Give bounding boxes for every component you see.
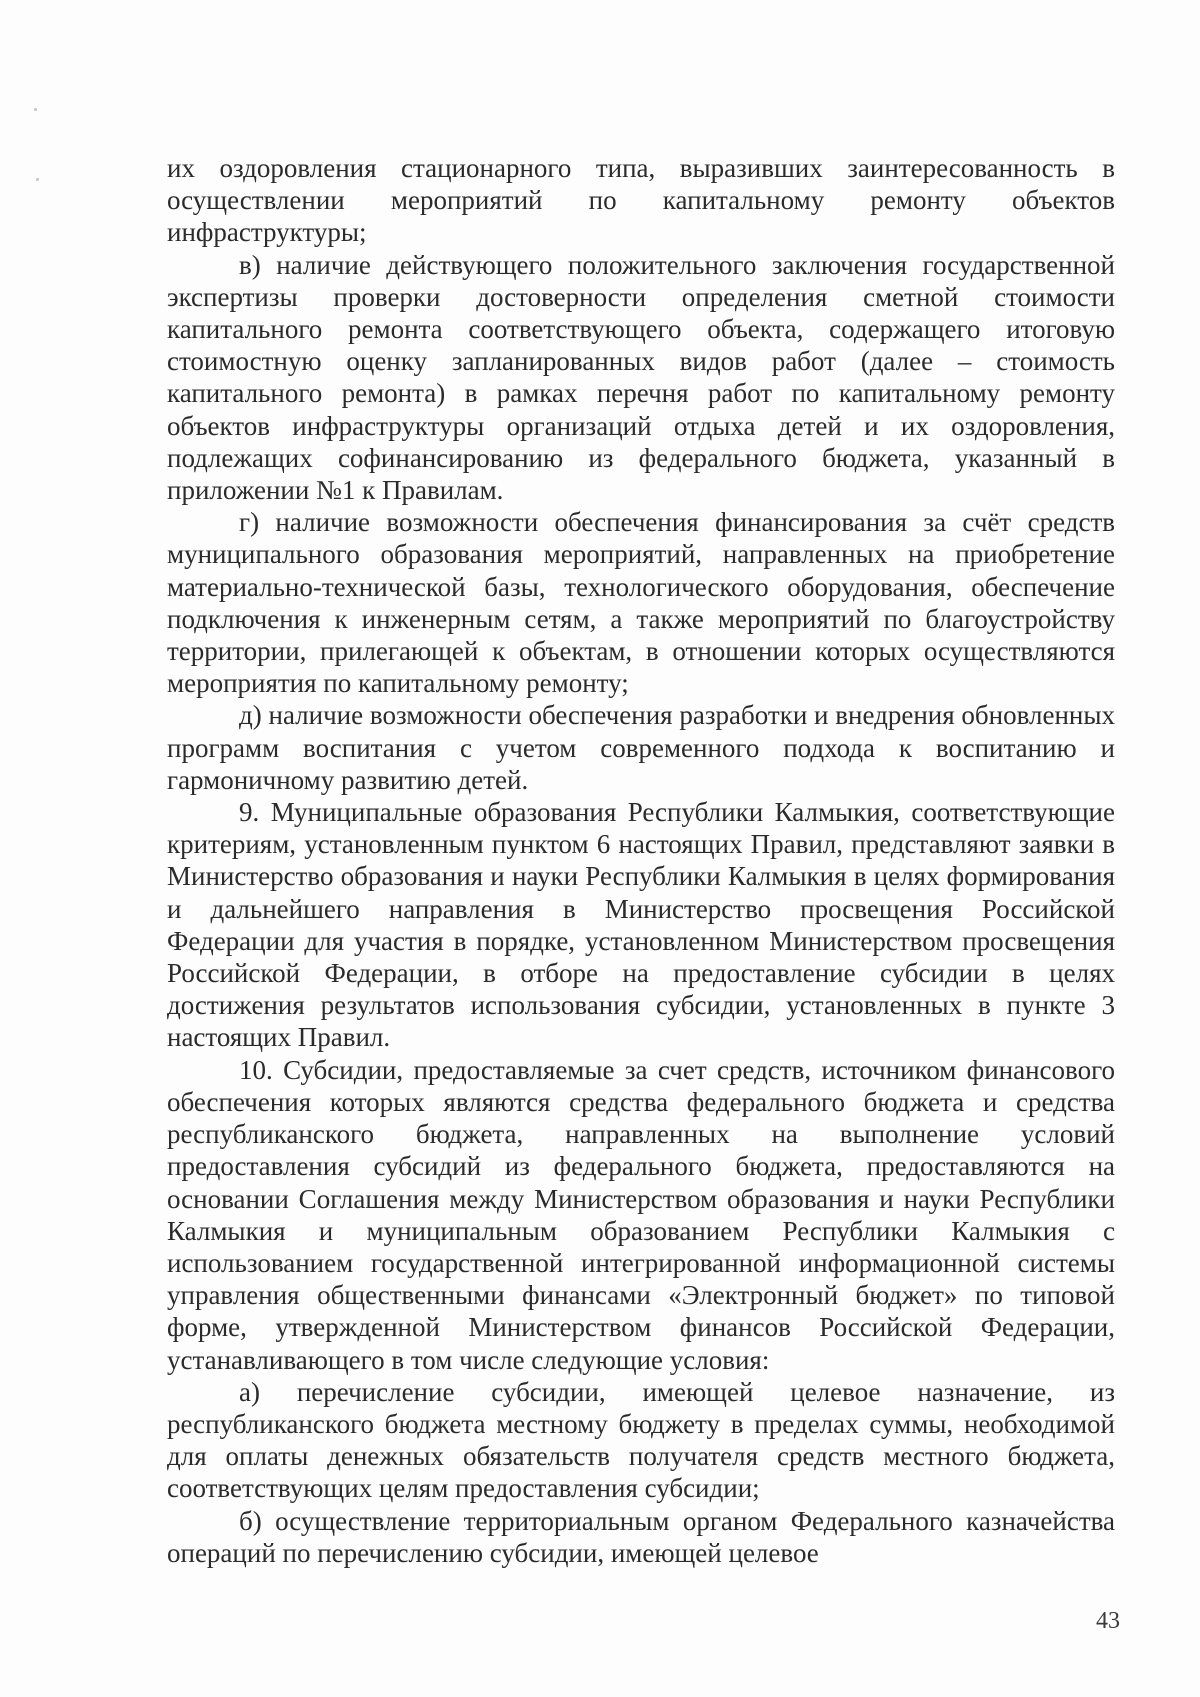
- paragraph-clause-9: 9. Муниципальные образования Республики Калмыкия, соответствующие критериям, установленным пунктом 6 настоящих Правил, представляют заявки в Министерство образования и науки Республики Калмыкия в целях формирования и дальнейшего направления в Министерство просвещения Российской Федерации для участия в порядке, установленном Министерством просвещения Российской Федерации, в отборе на предоставление субсидии в целях достижения результатов использования субсидии, установленных в пункте 3 настоящих Правил.: [167, 797, 1115, 1053]
- paragraph-item-v: в) наличие действующего положительного заключения государственной экспертизы проверки достоверности определения сметной стоимости капитального ремонта соответствующего объекта, содержащего итоговую стоимостную оценку запланированных видов работ (далее – стоимость капитального ремонта) в рамках перечня работ по капитальному ремонту объектов инфраструктуры организаций отдыха детей и их оздоровления, подлежащих софинансированию из федерального бюджета, указанный в приложении №1 к Правилам.: [167, 249, 1115, 506]
- scan-speck: [34, 108, 37, 111]
- paragraph-item-d: д) наличие возможности обеспечения разработки и внедрения обновленных программ воспитания с учетом современного подхода к воспитанию и гармоничному развитию детей.: [167, 700, 1115, 795]
- paragraph-item-b: б) осуществление территориальным органом Федерального казначейства операций по перечислению субсидии, имеющей целевое: [167, 1505, 1115, 1568]
- document-body: [167, 152, 1115, 1569]
- paragraph-clause-10: 10. Субсидии, предоставляемые за счет средств, источником финансового обеспечения которых являются средства федерального бюджета и средства республиканского бюджета, направленных на выполнение условий предоставления субсидий из федерального бюджета, предоставляются на основании Соглашения между Министерством образования и науки Республики Калмыкия и муниципальным образованием Республики Калмыкия с использованием государственной интегрированной информационной системы управления общественными финансами «Электронный бюджет» по типовой форме, утвержденной Министерством финансов Российской Федерации, устанавливающего в том числе следующие условия:: [167, 1054, 1115, 1375]
- paragraph-item-g: г) наличие возможности обеспечения финансирования за счёт средств муниципального образования мероприятий, направленных на приобретение материально-технической базы, технологического оборудования, обеспечение подключения к инженерным сетям, а также мероприятий по благоустройству территории, прилегающей к объектам, в отношении которых осуществляются мероприятия по капитальному ремонту;: [167, 507, 1115, 699]
- scan-speck: [36, 178, 39, 181]
- paragraph-continuation: их оздоровления стационарного типа, выразивших заинтересованность в осуществлении мероприятий по капитальному ремонту объектов инфраструктуры;: [167, 153, 1115, 248]
- page-number: 43: [1096, 1608, 1120, 1634]
- paragraph-item-a: а) перечисление субсидии, имеющей целевое назначение, из республиканского бюджета местному бюджету в пределах суммы, необходимой для оплаты денежных обязательств получателя средств местного бюджета, соответствующих целям предоставления субсидии;: [167, 1376, 1115, 1504]
